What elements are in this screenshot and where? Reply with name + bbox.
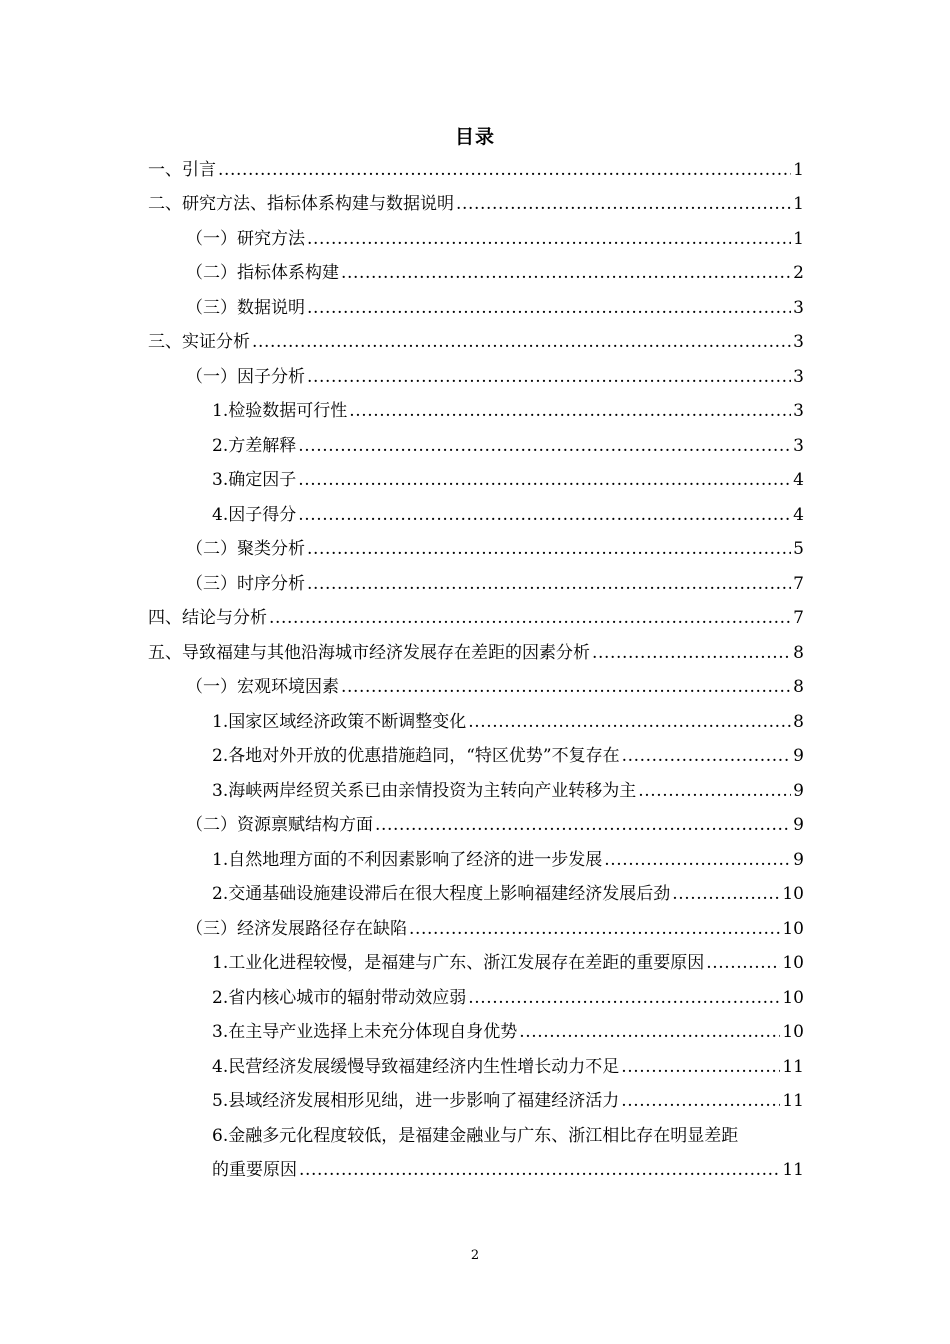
toc-entry-label: 6.金融多元化程度较低，是福建金融业与广东、浙江相比存在明显差距 <box>212 1126 739 1146</box>
toc-entry[interactable] <box>212 744 804 768</box>
toc-entry[interactable] <box>212 434 804 458</box>
dot-leader <box>456 192 791 216</box>
toc-page-number: 4 <box>793 505 804 525</box>
dot-leader <box>298 503 791 527</box>
dot-leader <box>269 606 791 630</box>
toc-page-number: 3 <box>793 298 804 318</box>
dot-leader <box>299 1158 780 1182</box>
dot-leader <box>307 365 791 389</box>
toc-entry-label: 2.交通基础设施建设滞后在很大程度上影响福建经济发展后劲 <box>212 884 671 904</box>
toc-page-number: 3 <box>793 436 804 456</box>
toc-entry-label: 的重要原因 <box>212 1160 297 1180</box>
toc-page-number: 8 <box>793 677 804 697</box>
toc-page-number: 3 <box>793 401 804 421</box>
toc-entry-label: 五、导致福建与其他沿海城市经济发展存在差距的因素分析 <box>148 643 590 663</box>
toc-entry-label: 2.各地对外开放的优惠措施趋同，“特区优势”不复存在 <box>212 746 620 766</box>
toc-entry[interactable] <box>212 1124 804 1148</box>
toc-entry-label: 4.民营经济发展缓慢导致福建经济内生性增长动力不足 <box>212 1057 620 1077</box>
toc-entry-label: 1.自然地理方面的不利因素影响了经济的进一步发展 <box>212 850 603 870</box>
toc-page-number: 10 <box>782 884 804 904</box>
toc-entry-label: 1.国家区域经济政策不断调整变化 <box>212 712 467 732</box>
toc-entry[interactable] <box>212 710 804 734</box>
dot-leader <box>519 1020 780 1044</box>
dot-leader <box>307 227 791 251</box>
toc-entry-label: 2.方差解释 <box>212 436 297 456</box>
toc-entry[interactable] <box>212 1020 804 1044</box>
toc-page-number: 8 <box>793 643 804 663</box>
toc-entry-label: 1.工业化进程较慢，是福建与广东、浙江发展存在差距的重要原因 <box>212 953 705 973</box>
toc-entry[interactable] <box>212 1055 804 1079</box>
toc-entry-label: 三、实证分析 <box>148 332 250 352</box>
toc-entry-label: 2.省内核心城市的辐射带动效应弱 <box>212 988 467 1008</box>
toc-page-number: 10 <box>782 988 804 1008</box>
dot-leader <box>621 1089 780 1113</box>
toc-entry-label: （二）资源禀赋结构方面 <box>186 815 373 835</box>
toc-page-number: 3 <box>793 367 804 387</box>
dot-leader <box>638 779 791 803</box>
toc-entry[interactable] <box>148 641 804 665</box>
dot-leader <box>218 158 791 182</box>
dot-leader <box>307 572 791 596</box>
toc-page-number: 10 <box>782 953 804 973</box>
toc-entry-label: 4.因子得分 <box>212 505 297 525</box>
toc-entry[interactable] <box>148 158 804 182</box>
toc-page-number: 1 <box>793 229 804 249</box>
toc-entry-label: （三）时序分析 <box>186 574 305 594</box>
toc-entry[interactable] <box>212 986 804 1010</box>
toc-page-number: 3 <box>793 332 804 352</box>
dot-leader <box>307 296 791 320</box>
page-number: 2 <box>470 1248 480 1263</box>
toc-entry[interactable] <box>212 779 804 803</box>
toc-entry-label: 1.检验数据可行性 <box>212 401 348 421</box>
toc-entry-label: （二）指标体系构建 <box>186 263 339 283</box>
dot-leader <box>375 813 791 837</box>
toc-page-number: 5 <box>793 539 804 559</box>
toc-entry[interactable] <box>186 537 804 561</box>
toc-page-number: 1 <box>793 160 804 180</box>
toc-entry[interactable] <box>186 917 804 941</box>
toc-entry-label: 二、研究方法、指标体系构建与数据说明 <box>148 194 454 214</box>
toc-entry[interactable] <box>186 813 804 837</box>
dot-leader <box>468 986 780 1010</box>
dot-leader <box>604 848 791 872</box>
toc-entry-label: （一）宏观环境因素 <box>186 677 339 697</box>
dot-leader <box>341 675 791 699</box>
toc-page-number: 9 <box>793 746 804 766</box>
toc-page-number: 9 <box>793 781 804 801</box>
toc-entry[interactable] <box>186 261 804 285</box>
dot-leader <box>672 882 780 906</box>
dot-leader <box>349 399 791 423</box>
dot-leader <box>468 710 791 734</box>
toc-page-number: 1 <box>793 194 804 214</box>
toc-entry[interactable] <box>148 192 804 216</box>
toc-page-number: 10 <box>782 1022 804 1042</box>
toc-entry-label: 5.县域经济发展相形见绌，进一步影响了福建经济活力 <box>212 1091 620 1111</box>
toc-page-number: 7 <box>793 574 804 594</box>
dot-leader <box>252 330 791 354</box>
toc-page-number: 11 <box>782 1091 804 1111</box>
toc-entry-label: 四、结论与分析 <box>148 608 267 628</box>
dot-leader <box>341 261 791 285</box>
dot-leader <box>592 641 791 665</box>
toc-entry[interactable] <box>186 572 804 596</box>
toc-title: 目录 <box>454 126 495 148</box>
toc-entry[interactable] <box>186 227 804 251</box>
toc-entry[interactable] <box>148 330 804 354</box>
toc-entry-label: （二）聚类分析 <box>186 539 305 559</box>
toc-entry-label: （一）因子分析 <box>186 367 305 387</box>
toc-page-number: 10 <box>782 919 804 939</box>
dot-leader <box>298 434 791 458</box>
toc-page-number: 11 <box>782 1160 804 1180</box>
dot-leader <box>621 1055 780 1079</box>
toc-entry[interactable] <box>148 606 804 630</box>
toc-page-number: 9 <box>793 850 804 870</box>
toc-entry[interactable] <box>212 1089 804 1113</box>
toc-entry-label: 3.海峡两岸经贸关系已由亲情投资为主转向产业转移为主 <box>212 781 637 801</box>
toc-entry-label: 3.在主导产业选择上未充分体现自身优势 <box>212 1022 518 1042</box>
toc-entry[interactable] <box>212 951 804 975</box>
dot-leader <box>307 537 791 561</box>
toc-entry[interactable] <box>186 296 804 320</box>
toc-entry[interactable] <box>186 365 804 389</box>
toc-entry[interactable] <box>212 882 804 906</box>
toc-entry-label: （一）研究方法 <box>186 229 305 249</box>
toc-entry-label: 3.确定因子 <box>212 470 297 490</box>
toc-entry-label: 一、引言 <box>148 160 216 180</box>
toc-page-number: 8 <box>793 712 804 732</box>
toc-page-number: 7 <box>793 608 804 628</box>
toc-page-number: 4 <box>793 470 804 490</box>
toc-entry[interactable] <box>186 675 804 699</box>
toc-page-number: 9 <box>793 815 804 835</box>
dot-leader <box>706 951 780 975</box>
dot-leader <box>298 468 791 492</box>
dot-leader <box>622 744 792 768</box>
toc-entry[interactable] <box>212 503 804 527</box>
toc-page-number: 11 <box>782 1057 804 1077</box>
toc-page-number: 2 <box>793 263 804 283</box>
toc-entry[interactable] <box>212 399 804 423</box>
toc-entry[interactable] <box>212 1158 804 1182</box>
dot-leader <box>409 917 780 941</box>
toc-entry[interactable] <box>212 848 804 872</box>
toc-entry[interactable] <box>212 468 804 492</box>
toc-entry-label: （三）经济发展路径存在缺陷 <box>186 919 407 939</box>
toc-entry-label: （三）数据说明 <box>186 298 305 318</box>
